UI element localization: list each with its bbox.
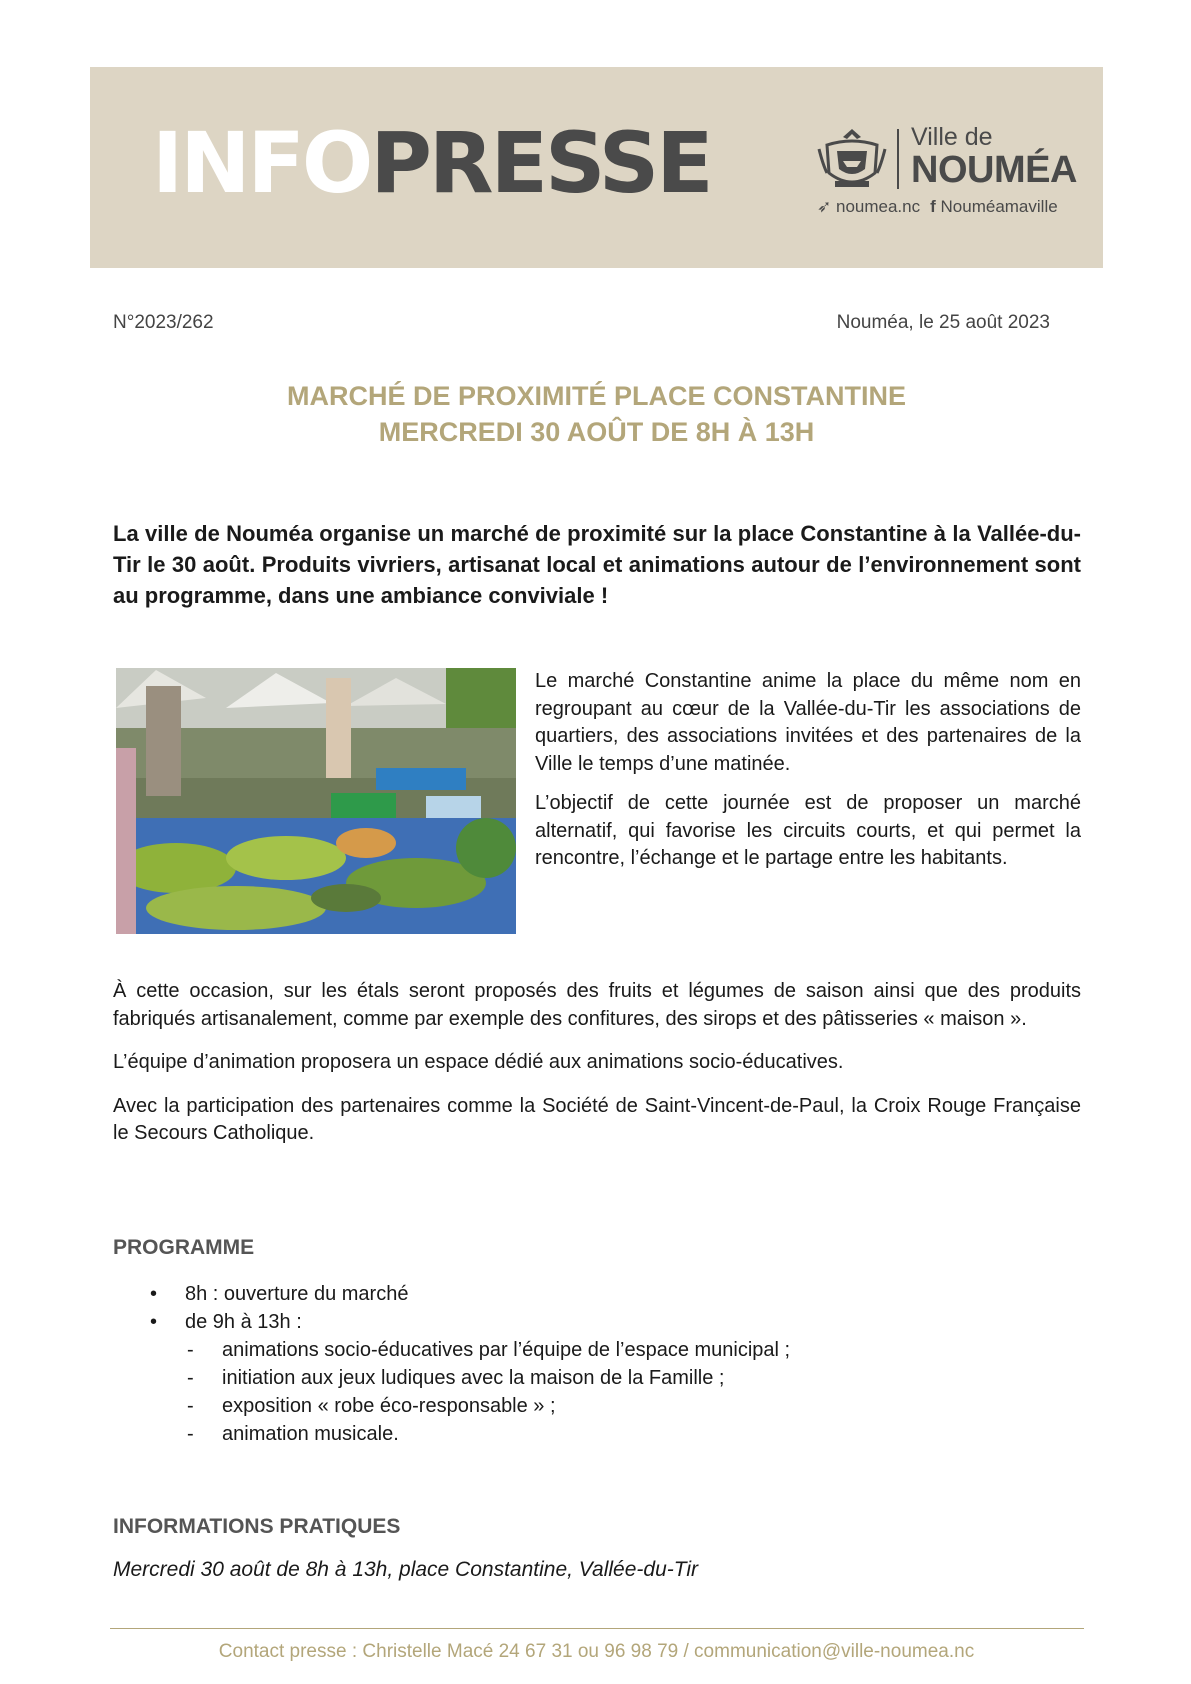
sublist-item	[187, 1420, 790, 1448]
dash-icon: -	[187, 1339, 194, 1361]
body-paragraph: À cette occasion, sur les étals seront proposés des fruits et légumes de saison ainsi que des produits fabriqués artisanalement, comme par exemple des confitures, des sirops et des pâtisseries « maison ».	[113, 980, 1081, 1030]
facebook-link-label: Nouméamaville	[940, 197, 1058, 216]
facebook-icon: f	[930, 197, 936, 216]
sublist-item	[187, 1336, 790, 1364]
body-paragraph: L’équipe d’animation proposera un espace dédié aux animations socio-éducatives.	[113, 1051, 844, 1073]
press-number: N°2023/262	[113, 312, 214, 333]
sublist-item	[187, 1392, 790, 1420]
facebook-link[interactable]	[930, 197, 1058, 217]
market-photo-illustration	[116, 668, 516, 934]
list-item-label: de 9h à 13h :	[185, 1311, 302, 1333]
side-paragraph: L’objectif de cette journée est de proposer un marché alternatif, qui favorise les circuits courts, et qui permet la rencontre, l’échange et le partage entre les habitants.	[535, 792, 1081, 869]
market-photo	[116, 668, 516, 934]
footer-divider	[110, 1628, 1084, 1629]
press-contact: Contact presse : Christelle Macé 24 67 31 ou 96 98 79 / communication@ville-noumea.nc	[218, 1641, 975, 1662]
programme-list	[150, 1280, 791, 1448]
practical-heading: INFORMATIONS PRATIQUES	[113, 1515, 401, 1538]
header-banner	[90, 67, 1103, 268]
infopresse-logo	[152, 114, 711, 212]
bullet-icon: •	[150, 1311, 158, 1333]
side-text	[535, 668, 1081, 885]
city-social-links	[817, 197, 1058, 217]
body-paragraph: Avec la participation des partenaires comme la Société de Saint-Vincent-de-Paul, la Croix Rouge Française le Secours Catholique.	[113, 1094, 1081, 1144]
city-label-big: NOUMÉA	[911, 149, 1077, 191]
sublist-container	[150, 1336, 791, 1448]
lead-paragraph: La ville de Nouméa organise un marché de proximité sur la place Constantine à la Vallée-du-Tir le 30 août. Produits vivriers, artisanat local et animations autour de l’environnement sont au programme, dans une ambiance conviviale !	[113, 521, 1081, 608]
dash-icon: -	[187, 1395, 194, 1417]
site-link[interactable]	[817, 197, 920, 217]
arrow-icon: ➶	[817, 197, 832, 216]
place-date: Nouméa, le 25 août 2023	[836, 312, 1050, 333]
site-link-label: noumea.nc	[835, 197, 921, 216]
brand-presse: PRESSE	[370, 114, 711, 212]
dash-icon: -	[187, 1423, 194, 1445]
logo-divider	[897, 129, 899, 189]
brand-info: INFO	[152, 114, 371, 212]
list-item	[150, 1308, 753, 1336]
sublist-item-label: animations socio-éducatives par l’équipe de l’espace municipal ;	[222, 1339, 791, 1361]
dash-icon: -	[187, 1367, 194, 1389]
programme-heading: PROGRAMME	[113, 1236, 255, 1259]
title-line-1: MARCHÉ DE PROXIMITÉ PLACE CONSTANTINE	[286, 381, 907, 411]
programme-sublist	[187, 1336, 790, 1448]
body-text	[113, 978, 1081, 1164]
title-line-2: MERCREDI 30 AOÛT DE 8H À 13H	[378, 417, 815, 447]
city-crest-icon	[817, 125, 887, 195]
list-item	[150, 1280, 753, 1308]
sublist-item-label: animation musicale.	[222, 1423, 399, 1445]
city-label-small: Ville de	[911, 123, 993, 151]
practical-info: Mercredi 30 août de 8h à 13h, place Constantine, Vallée-du-Tir	[113, 1558, 699, 1581]
bullet-icon: •	[150, 1283, 158, 1305]
sublist-item	[187, 1364, 790, 1392]
sublist-item-label: initiation aux jeux ludiques avec la maison de la Famille ;	[222, 1367, 725, 1389]
side-paragraph: Le marché Constantine anime la place du même nom en regroupant au cœur de la Vallée-du-Tir les associations de quartiers, des associations invitées et des partenaires de la Ville le temps d’une matinée.	[535, 670, 1081, 775]
ville-de-noumea-logo	[817, 123, 1077, 216]
sublist-item-label: exposition « robe éco-responsable » ;	[222, 1395, 556, 1417]
list-item-label: 8h : ouverture du marché	[185, 1283, 409, 1305]
